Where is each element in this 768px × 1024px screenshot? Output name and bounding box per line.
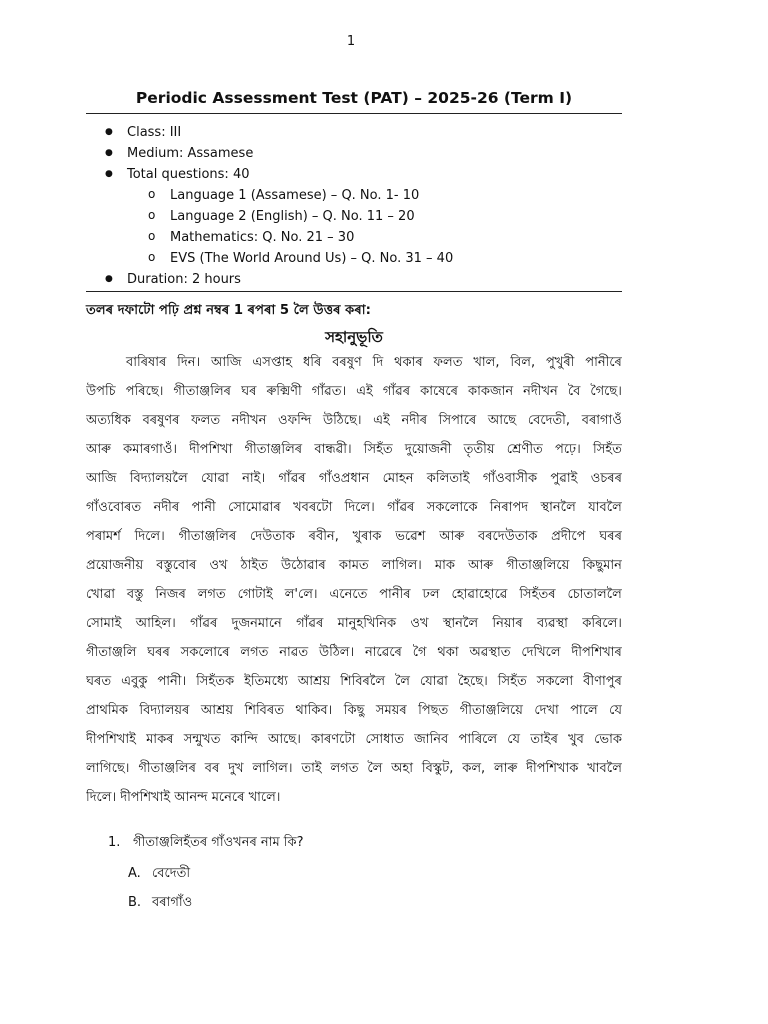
info-divider [86, 291, 622, 292]
document-title: Periodic Assessment Test (PAT) – 2025-26 (Term I) [135, 89, 573, 107]
option-text: বেদেতী [152, 866, 191, 881]
option-a[interactable] [86, 862, 622, 891]
passage-line: লাগিছে। গীতাঞ্জলিৰ বৰ দুখ লাগিল। তাই লগত লৈ অহা বিস্কুট, কল, লাৰু দীপশিখাক খাবলৈ [86, 761, 622, 776]
page-number: 1 [346, 34, 356, 49]
option-text: বৰাগাঁও [152, 895, 193, 910]
section-item-evs: o EVS (The World Around Us) – Q. No. 31 – 40 [0, 248, 640, 269]
passage-line: দিলে। দীপশিখাই আনন্দ মনেৰে খালে। [86, 790, 281, 805]
passage-line: প্ৰাথমিক বিদ্যালয়ৰ আশ্ৰয় শিবিৰত থাকিব। কিছু সময়ৰ পিছত গীতাঞ্জলিয়ে দেখা পালে যে [86, 703, 622, 718]
question-text: গীতাঞ্জলিহঁতৰ গাঁওখনৰ নাম কি? [133, 835, 304, 850]
question-1 [86, 831, 622, 920]
class-item: ● Class: III [0, 122, 640, 143]
passage-line: বাৰিষাৰ দিন। আজি এসপ্তাহ ধৰি বৰষুণ দি থকাৰ ফলত খাল, বিল, পুখুৰী পানীৰে [126, 355, 622, 370]
passage-line: প্ৰয়োজনীয় বস্তুবোৰ ওখ ঠাইত উঠোৱাৰ কামত লাগিল। মাক আৰু গীতাঞ্জলিয়ে কিছুমান [86, 558, 622, 573]
passage-line: অত্যধিক বৰষুণৰ ফলত নদীখন ওফন্দি উঠিছে। এই নদীৰ সিপাৰে আছে বেদেতী, বৰাগাওঁ [86, 413, 622, 428]
passage-line: গীতাঞ্জলি ঘৰৰ সকলোৰে লগত নাৱত উঠিল। নাৱেৰে গৈ থকা অৱস্থাত দেখিলে দীপশিখাৰ [86, 645, 622, 660]
option-letter: A. [128, 866, 141, 881]
passage-line: আজি বিদ্যালয়লৈ যোৱা নাই। গাঁৱৰ গাঁওপ্ৰধান মোহন কলিতাই গাঁওবাসীক পুৱাই ওচৰৰ [86, 471, 622, 486]
question-number: 1. [108, 835, 121, 850]
passage-line: দীপশিখাই মাকৰ সন্মুখত কান্দি আছে। কাৰণটো সোধাত জানিব পাৰিলে যে তাইৰ খুব ভোক [86, 732, 622, 747]
question-row [86, 831, 622, 854]
medium-item: ● Medium: Assamese [0, 143, 640, 164]
section-item-language1: o Language 1 (Assamese) – Q. No. 1- 10 [0, 185, 640, 206]
answer-options [86, 862, 622, 920]
reading-passage [86, 351, 622, 815]
section-item-language2: o Language 2 (English) – Q. No. 11 – 20 [0, 206, 640, 227]
option-letter: B. [128, 895, 142, 910]
test-info-list [0, 122, 640, 290]
passage-title: সহানুভূতি [325, 328, 383, 346]
passage-line: পৰামৰ্শ দিলে। গীতাঞ্জলিৰ দেউতাক ৰবীন, খুৰাক ভৱেশ আৰু বৰদেউতাক প্ৰদীপে ঘৰৰ [86, 529, 622, 544]
passage-line: উপচি পৰিছে। গীতাঞ্জলিৰ ঘৰ ৰুক্মিণী গাঁৱত। এই গাঁৱৰ কাষেৰে কাকজান নদীখন বৈ গৈছে। [86, 384, 622, 399]
passage-line: খোৱা বস্তু নিজৰ লগত গোটাই ল'লে। এনেতে পানীৰ ঢল হোৱাহোৱে সিহঁতৰ চোতাললৈ [86, 587, 622, 602]
passage-line: আৰু কমাৰগাওঁ। দীপশিখা গীতাঞ্জলিৰ বান্ধৱী। সিহঁত দুয়োজনী তৃতীয় শ্ৰেণীত পঢ়ে। সিহঁত [86, 442, 622, 457]
passage-instruction: তলৰ দফাটো পঢ়ি প্ৰশ্ন নম্বৰ 1 ৰপৰা 5 লৈ উত্তৰ কৰা: [86, 303, 371, 318]
section-item-mathematics: o Mathematics: Q. No. 21 – 30 [0, 227, 640, 248]
passage-line: গাঁওবোৰত নদীৰ পানী সোমোৱাৰ খবৰটো দিলে। গাঁৱৰ সকলোকে নিৰাপদ স্থানলৈ যাবলৈ [86, 500, 622, 515]
total-questions-item: ● Total questions: 40 [0, 164, 640, 185]
passage-line: ঘৰত এবুকু পানী। সিহঁতক ইতিমধ্যে আশ্ৰয় শিবিৰলৈ লৈ যোৱা হৈছে। সিহঁত সকলো বীণাপুৰ [86, 674, 622, 689]
title-divider [86, 113, 622, 114]
duration-item: ● Duration: 2 hours [0, 269, 640, 290]
option-b[interactable] [86, 891, 622, 920]
passage-line: সোমাই আহিল। গাঁৱৰ দুজনমানে গাঁৱৰ মানুহখিনিক ওখ স্থানলৈ নিয়াৰ ব্যৱস্থা কৰিলে। [86, 616, 622, 631]
